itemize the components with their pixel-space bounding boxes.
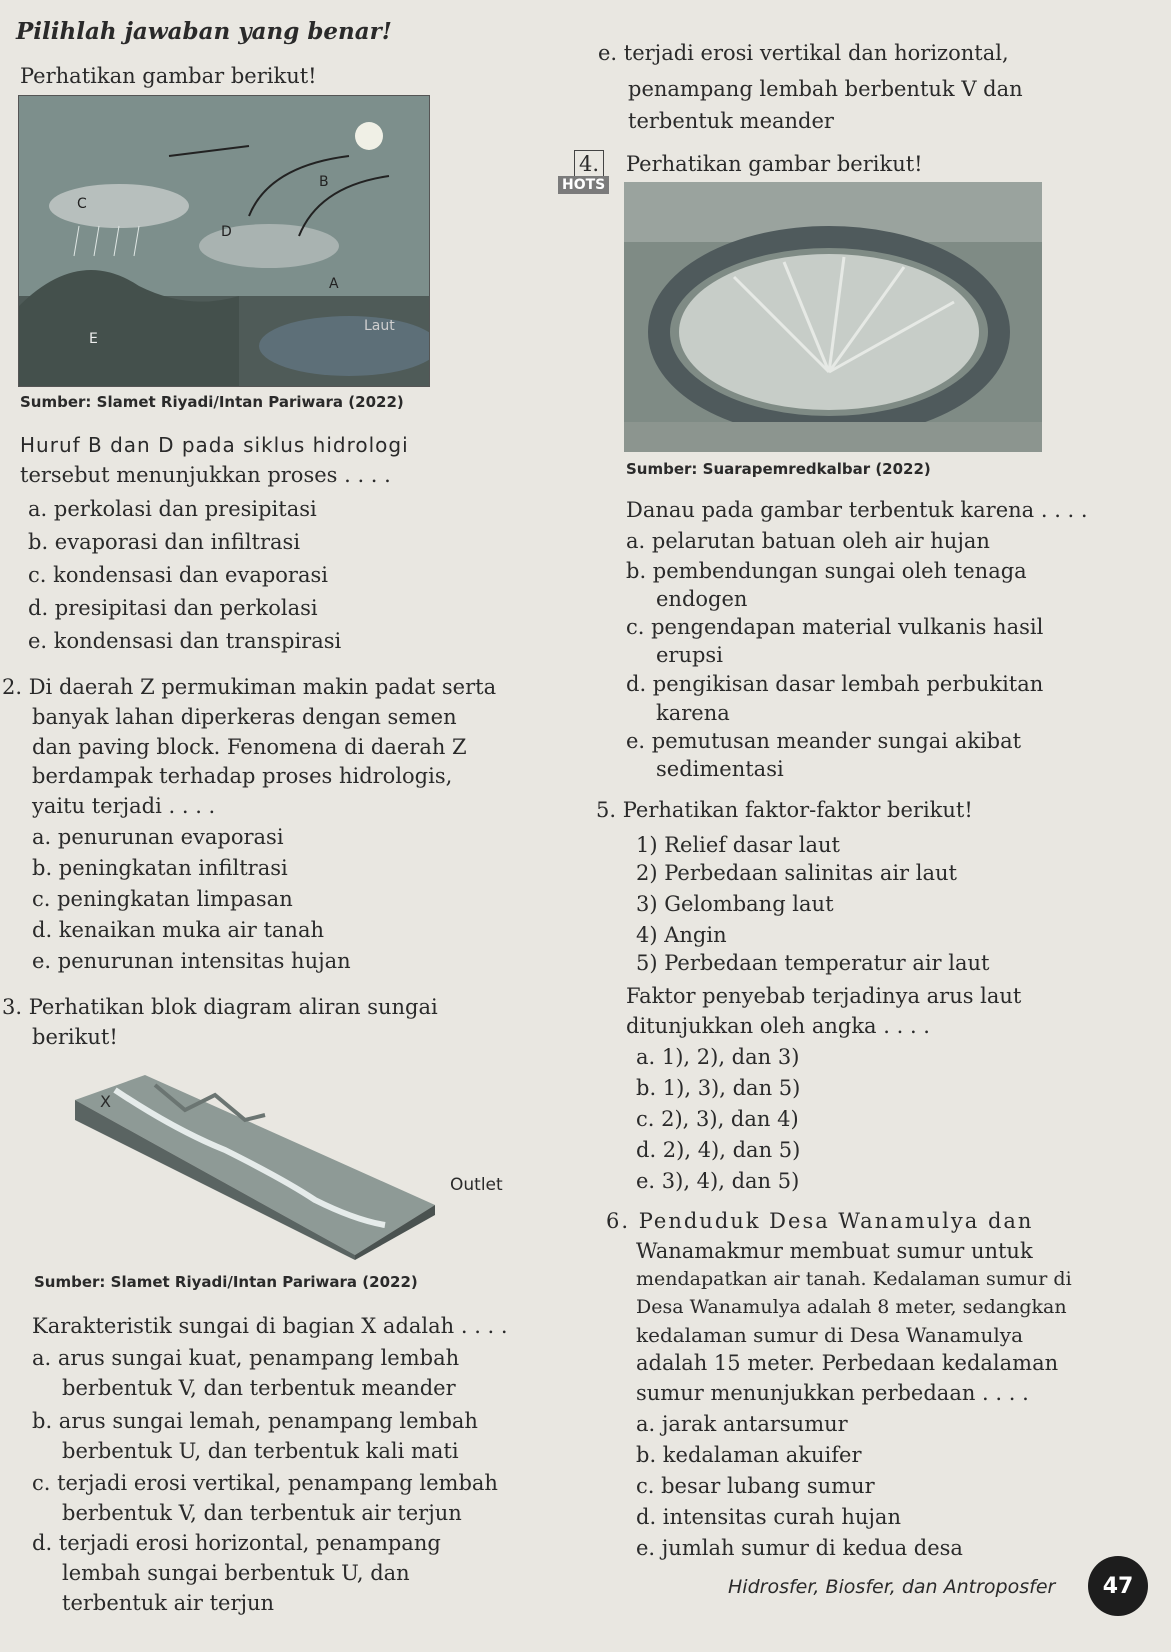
q1-stem-line2: tersebut menunjukkan proses . . . .	[20, 463, 391, 487]
q6-option-a[interactable]: a. jarak antarsumur	[636, 1412, 848, 1436]
q4-question: Danau pada gambar terbentuk karena . . . .	[626, 498, 1088, 522]
q1-option-a[interactable]: a. perkolasi dan presipitasi	[28, 497, 317, 521]
q5-option-c[interactable]: c. 2), 3), dan 4)	[636, 1107, 799, 1131]
q3-option-a-line1[interactable]: a. arus sungai kuat, penampang lembah	[32, 1346, 460, 1370]
river-block-illustration	[55, 1060, 435, 1260]
q4-option-a[interactable]: a. pelarutan batuan oleh air hujan	[626, 529, 990, 553]
hots-badge: HOTS	[558, 176, 609, 194]
q2-stem-line1: 2. Di daerah Z permukiman makin padat serta	[2, 675, 497, 699]
q2-stem-line3: dan paving block. Fenomena di daerah Z	[32, 735, 467, 759]
q3-option-a-line2: berbentuk V, dan terbentuk meander	[62, 1376, 456, 1400]
q3-question: Karakteristik sungai di bagian X adalah . . . .	[32, 1314, 508, 1338]
q5-option-d[interactable]: d. 2), 4), dan 5)	[636, 1138, 801, 1162]
q6-stem-line5: kedalaman sumur di Desa Wanamulya	[636, 1323, 1024, 1347]
q1-option-d[interactable]: d. presipitasi dan perkolasi	[28, 596, 318, 620]
q5-item-1: 1) Relief dasar laut	[636, 833, 840, 857]
q1-stem-line1: Huruf B dan D pada siklus hidrologi	[20, 433, 409, 457]
q6-stem-line4: Desa Wanamulya adalah 8 meter, sedangkan	[636, 1296, 1067, 1318]
q6-stem-line6: adalah 15 meter. Perbedaan kedalaman	[636, 1351, 1059, 1375]
q1-option-b[interactable]: b. evaporasi dan infiltrasi	[28, 530, 301, 554]
label-d: D	[221, 224, 232, 240]
q5-option-b[interactable]: b. 1), 3), dan 5)	[636, 1076, 801, 1100]
q5-item-2: 2) Perbedaan salinitas air laut	[636, 861, 957, 885]
label-laut: Laut	[364, 318, 395, 334]
q5-question-line1: Faktor penyebab terjadinya arus laut	[626, 984, 1022, 1008]
q1-option-e[interactable]: e. kondensasi dan transpirasi	[28, 629, 342, 653]
q5-stem: 5. Perhatikan faktor-faktor berikut!	[596, 798, 973, 822]
q6-option-d[interactable]: d. intensitas curah hujan	[636, 1505, 901, 1529]
label-outlet: Outlet	[450, 1175, 503, 1195]
q5-item-4: 4) Angin	[636, 923, 727, 947]
q6-option-c[interactable]: c. besar lubang sumur	[636, 1474, 875, 1498]
q2-option-b[interactable]: b. peningkatan infiltrasi	[32, 856, 288, 880]
q6-stem-line1: 6. Penduduk Desa Wanamulya dan	[606, 1209, 1034, 1233]
q4-option-b-line2: endogen	[656, 587, 748, 611]
oxbow-lake-photo	[624, 182, 1042, 452]
q6-stem-line2: Wanamakmur membuat sumur untuk	[636, 1239, 1033, 1263]
q4-number: 4.	[574, 150, 604, 179]
q3-option-d-line1[interactable]: d. terjadi erosi horizontal, penampang	[32, 1531, 441, 1555]
q5-option-e[interactable]: e. 3), 4), dan 5)	[636, 1169, 800, 1193]
q3-option-d-line2: lembah sungai berbentuk U, dan	[62, 1561, 410, 1585]
q3-option-e-line1[interactable]: e. terjadi erosi vertikal dan horizontal,	[598, 41, 1009, 65]
q2-stem-line2: banyak lahan diperkeras dengan semen	[32, 705, 457, 729]
q3-option-e-line2: penampang lembah berbentuk V dan	[628, 77, 1023, 101]
q5-item-3: 3) Gelombang laut	[636, 892, 834, 916]
hydrological-cycle-illustration	[19, 96, 429, 386]
q4-option-e-line2: sedimentasi	[656, 757, 784, 781]
q3-option-b-line2: berbentuk U, dan terbentuk kali mati	[62, 1439, 459, 1463]
q3-figure-source: Sumber: Slamet Riyadi/Intan Pariwara (2022)	[34, 1273, 418, 1291]
q4-stem: Perhatikan gambar berikut!	[626, 152, 923, 176]
q5-item-5: 5) Perbedaan temperatur air laut	[636, 951, 990, 975]
q5-question-line2: ditunjukkan oleh angka . . . .	[626, 1014, 930, 1038]
q6-stem-line7: sumur menunjukkan perbedaan . . . .	[636, 1381, 1029, 1405]
oxbow-lake-image	[624, 182, 1042, 452]
q3-option-e-line3: terbentuk meander	[628, 109, 834, 133]
q3-option-b-line1[interactable]: b. arus sungai lemah, penampang lembah	[32, 1409, 478, 1433]
river-block-diagram	[55, 1060, 503, 1260]
q4-option-d-line1[interactable]: d. pengikisan dasar lembah perbukitan	[626, 672, 1044, 696]
q2-stem-line4: berdampak terhadap proses hidrologis,	[32, 764, 453, 788]
q1-option-c[interactable]: c. kondensasi dan evaporasi	[28, 563, 328, 587]
q3-option-d-line3: terbentuk air terjun	[62, 1591, 275, 1615]
q4-figure-source: Sumber: Suarapemredkalbar (2022)	[626, 460, 931, 478]
q2-option-d[interactable]: d. kenaikan muka air tanah	[32, 918, 324, 942]
page-number: 47	[1088, 1556, 1148, 1616]
label-e: E	[89, 331, 98, 347]
q4-option-e-line1[interactable]: e. pemutusan meander sungai akibat	[626, 729, 1022, 753]
label-a: A	[329, 276, 339, 292]
q1-intro: Perhatikan gambar berikut!	[20, 64, 317, 88]
q1-figure-source: Sumber: Slamet Riyadi/Intan Pariwara (2022)	[20, 393, 404, 411]
label-c: C	[77, 196, 87, 212]
q6-stem-line3: mendapatkan air tanah. Kedalaman sumur di	[636, 1268, 1072, 1290]
q2-option-c[interactable]: c. peningkatan limpasan	[32, 887, 293, 911]
q2-stem-line5: yaitu terjadi . . . .	[32, 794, 216, 818]
q4-option-c-line2: erupsi	[656, 643, 723, 667]
q3-stem-line1: 3. Perhatikan blok diagram aliran sungai	[2, 995, 438, 1019]
book-title: Hidrosfer, Biosfer, dan Antroposfer	[728, 1576, 1056, 1598]
label-b: B	[319, 174, 329, 190]
q4-option-c-line1[interactable]: c. pengendapan material vulkanis hasil	[626, 615, 1044, 639]
q3-option-c-line2: berbentuk V, dan terbentuk air terjun	[62, 1501, 462, 1525]
label-x: X	[100, 1092, 111, 1111]
q4-option-d-line2: karena	[656, 701, 730, 725]
q6-option-b[interactable]: b. kedalaman akuifer	[636, 1443, 862, 1467]
q2-option-e[interactable]: e. penurunan intensitas hujan	[32, 949, 351, 973]
q6-option-e[interactable]: e. jumlah sumur di kedua desa	[636, 1536, 963, 1560]
q3-stem-line2: berikut!	[32, 1025, 118, 1049]
q4-option-b-line1[interactable]: b. pembendungan sungai oleh tenaga	[626, 559, 1027, 583]
instruction-heading: Pilihlah jawaban yang benar!	[16, 18, 392, 45]
q3-option-c-line1[interactable]: c. terjadi erosi vertikal, penampang lembah	[32, 1471, 498, 1495]
hydrological-cycle-figure	[18, 95, 430, 387]
q2-option-a[interactable]: a. penurunan evaporasi	[32, 825, 284, 849]
q5-option-a[interactable]: a. 1), 2), dan 3)	[636, 1045, 800, 1069]
